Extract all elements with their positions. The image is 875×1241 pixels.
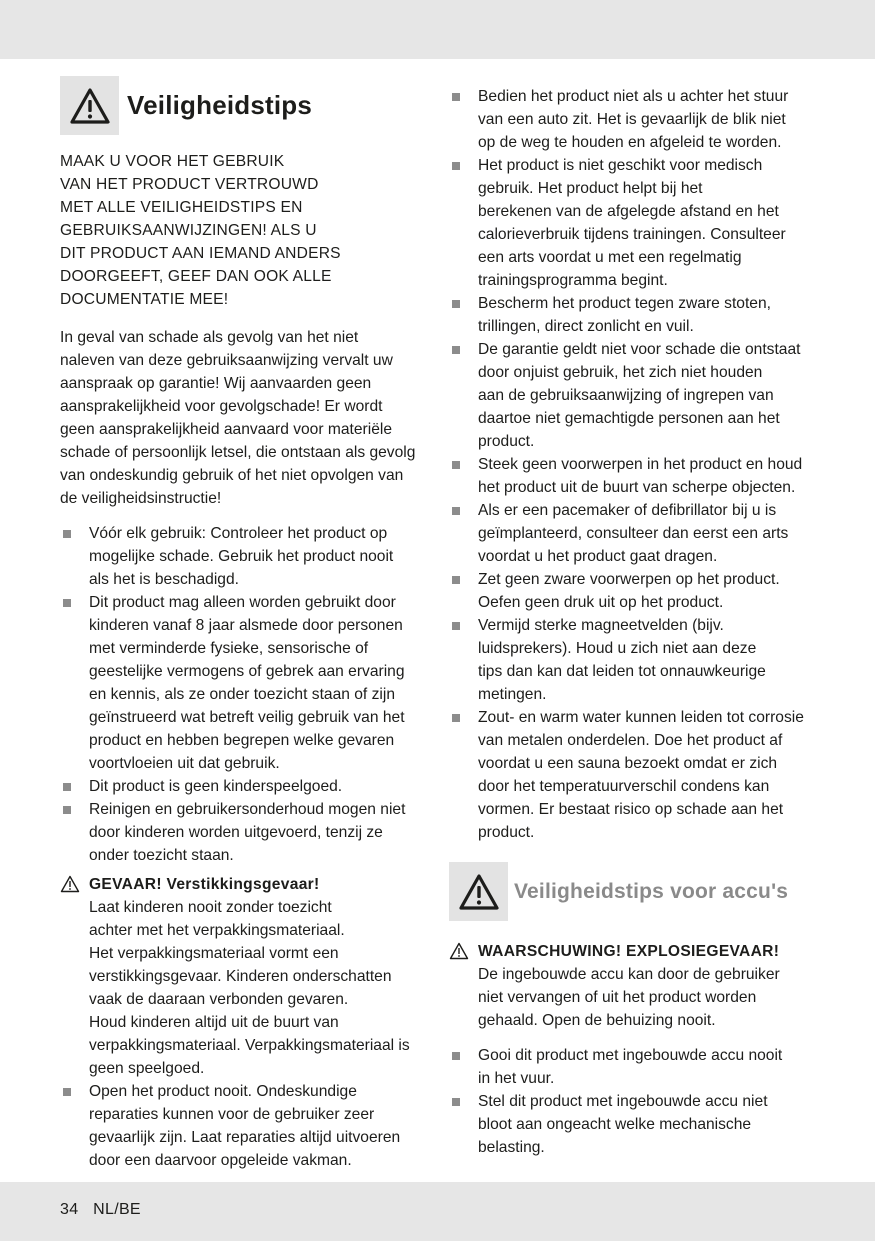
intro-line: aanspraak op garantie! Wij aanvaarden geen xyxy=(60,375,372,392)
list-item xyxy=(60,591,430,775)
list-item-line: daartoe niet gemachtigde personen aan het xyxy=(478,410,780,427)
list-item-line: product. xyxy=(478,433,535,450)
bullet-square-icon xyxy=(452,576,460,584)
list-item-line: reparaties kunnen voor de gebruiker zeer xyxy=(89,1106,375,1123)
list-item-line: Open het product nooit. Ondeskundige xyxy=(89,1083,357,1100)
list-item-line: geïnstrueerd wat betreft veilig gebruik van het xyxy=(89,709,405,726)
page-title: Veiligheidstips xyxy=(127,90,313,120)
caps-line: DOCUMENTATIE MEE! xyxy=(60,291,229,308)
bullet-square-icon xyxy=(63,1088,71,1096)
warning-line: geen speelgoed. xyxy=(89,1060,205,1077)
list-item-line: als het is beschadigd. xyxy=(89,571,239,588)
warning-line: Het verpakkingsmateriaal vormt een xyxy=(89,945,339,962)
list-item-line: met verminderde fysieke, sensorische of xyxy=(89,640,369,657)
bullet-square-icon xyxy=(452,300,460,308)
list-item-line: De garantie geldt niet voor schade die ontstaat xyxy=(478,341,801,358)
list-item-line: geestelijke vermogens of gebrek aan ervaring xyxy=(89,663,405,680)
list-item-line: het product uit de buurt van scherpe objecten. xyxy=(478,479,796,496)
warning-small-icon xyxy=(60,875,80,893)
warning-line: vaak de daaraan verbonden gevaren. xyxy=(89,991,349,1008)
list-item-line: Oefen geen druk uit op het product. xyxy=(478,594,724,611)
list-item-line: luidsprekers). Houd u zich niet aan deze xyxy=(478,640,757,657)
intro-line: naleven van deze gebruiksaanwijzing vervalt uw xyxy=(60,352,393,369)
battery-warning-icon-box xyxy=(449,862,508,921)
bullet-square-icon xyxy=(452,461,460,469)
intro-line: van ondeskundig gebruik of het niet opvolgen van xyxy=(60,467,404,484)
list-item-line: van metalen onderdelen. Doe het product af xyxy=(478,732,783,749)
battery-section-title: Veiligheidstips voor accu's xyxy=(514,879,789,903)
warning-line: gehaald. Open de behuizing nooit. xyxy=(478,1012,716,1029)
list-item-line: Vermijd sterke magneetvelden (bijv. xyxy=(478,617,724,634)
list-item xyxy=(449,1044,819,1090)
bullet-square-icon xyxy=(63,599,71,607)
list-item-line: Dit product is geen kinderspeelgoed. xyxy=(89,778,343,795)
intro-line: de veiligheidsinstructie! xyxy=(60,490,222,507)
list-item-line: door onjuist gebruik, het zich niet houden xyxy=(478,364,763,381)
list-item xyxy=(449,292,819,338)
warning-line: verpakkingsmateriaal. Verpakkingsmateriaal is xyxy=(89,1037,410,1054)
bullet-square-icon xyxy=(452,714,460,722)
list-item-line: door een daarvoor opgeleide vakman. xyxy=(89,1152,352,1169)
list-item-line: Gooi dit product met ingebouwde accu nooit xyxy=(478,1047,783,1064)
list-item-line: aan de gebruiksaanwijzing of ingrepen van xyxy=(478,387,774,404)
list-item xyxy=(449,1090,819,1159)
caps-line: DIT PRODUCT AAN IEMAND ANDERS xyxy=(60,245,341,262)
bullet-square-icon xyxy=(452,346,460,354)
left-bullet-list-2 xyxy=(60,1080,430,1172)
list-item-line: Vóór elk gebruik: Controleer het product op xyxy=(89,525,388,542)
list-item-line: voortvloeien uit dat gebruik. xyxy=(89,755,280,772)
list-item-line: Stel dit product met ingebouwde accu niet xyxy=(478,1093,768,1110)
intro-line: schade of persoonlijk letsel, die ontstaan als gevolg xyxy=(60,444,416,461)
list-item xyxy=(449,154,819,292)
list-item-line: door kinderen worden uitgevoerd, tenzij ze xyxy=(89,824,383,841)
bullet-square-icon xyxy=(63,806,71,814)
list-item-line: bloot aan ongeacht welke mechanische xyxy=(478,1116,752,1133)
bullet-square-icon xyxy=(452,162,460,170)
warning-line: achter met het verpakkingsmateriaal. xyxy=(89,922,345,939)
list-item xyxy=(60,798,430,867)
page-footer xyxy=(60,1201,151,1219)
warning-line: verstikkingsgevaar. Kinderen onderschatten xyxy=(89,968,392,985)
list-item-line: gevaarlijk zijn. Laat reparaties altijd uitvoeren xyxy=(89,1129,401,1146)
list-item-line: op de weg te houden en afgeleid te worden. xyxy=(478,134,782,151)
warning-triangle-icon xyxy=(458,873,500,911)
caps-line: MET ALLE VEILIGHEIDSTIPS EN xyxy=(60,199,303,216)
caps-line: VAN HET PRODUCT VERTROUWD xyxy=(60,176,319,193)
list-item xyxy=(449,706,819,844)
list-item xyxy=(60,775,430,798)
intro-line: geen aansprakelijkheid aanvaard voor materiële xyxy=(60,421,393,438)
warning-small-icon xyxy=(449,942,469,960)
top-band xyxy=(0,0,875,59)
list-item-line: belasting. xyxy=(478,1139,545,1156)
list-item-line: geïmplanteerd, consulteer dan eerst een arts xyxy=(478,525,789,542)
list-item-line: en kennis, als ze onder toezicht staan of zijn xyxy=(89,686,395,703)
list-item xyxy=(449,453,819,499)
warning-body xyxy=(89,896,430,1080)
bullet-square-icon xyxy=(452,622,460,630)
suffocation-warning xyxy=(60,873,430,1080)
bullet-square-icon xyxy=(452,507,460,515)
list-item-line: trillingen, direct zonlicht en vuil. xyxy=(478,318,694,335)
list-item-line: Het product is niet geschikt voor medisch xyxy=(478,157,763,174)
intro-paragraph xyxy=(60,326,430,510)
left-column xyxy=(60,76,430,1172)
caps-line: GEBRUIKSAANWIJZINGEN! ALS U xyxy=(60,222,317,239)
warning-line: Houd kinderen altijd uit de buurt van xyxy=(89,1014,339,1031)
list-item xyxy=(60,1080,430,1172)
bullet-square-icon xyxy=(452,1052,460,1060)
list-item xyxy=(449,568,819,614)
bullet-square-icon xyxy=(63,783,71,791)
intro-line: In geval van schade als gevolg van het niet xyxy=(60,329,359,346)
list-item-line: voordat u een sauna bezoekt omdat er zich xyxy=(478,755,778,772)
list-item-line: metingen. xyxy=(478,686,547,703)
warning-body xyxy=(478,963,819,1032)
warning-line: De ingebouwde accu kan door de gebruiker xyxy=(478,966,780,983)
list-item-line: een arts voordat u met een regelmatig xyxy=(478,249,742,266)
warning-title: WAARSCHUWING! EXPLOSIEGEVAAR! xyxy=(478,943,780,960)
list-item-line: kinderen vanaf 8 jaar alsmede door personen xyxy=(89,617,403,634)
right-column xyxy=(449,73,819,1159)
list-item-line: vormen. Er bestaat risico op schade aan het xyxy=(478,801,784,818)
warning-title: GEVAAR! Verstikkingsgevaar! xyxy=(89,876,320,893)
right-bullet-list xyxy=(449,85,819,844)
list-item-line: mogelijke schade. Gebruik het product nooit xyxy=(89,548,394,565)
list-item-line: berekenen van de afgelegde afstand en het xyxy=(478,203,779,220)
list-item-line: calorieverbruik tijdens trainingen. Consulteer xyxy=(478,226,786,243)
safety-heading xyxy=(60,76,430,135)
intro-line: aansprakelijkheid voor gevolgschade! Er wordt xyxy=(60,398,383,415)
list-item-line: Bescherm het product tegen zware stoten, xyxy=(478,295,771,312)
list-item xyxy=(449,614,819,706)
bullet-square-icon xyxy=(63,530,71,538)
right-bullet-list-2 xyxy=(449,1044,819,1159)
explosion-warning xyxy=(449,940,819,1032)
list-item xyxy=(449,85,819,154)
list-item xyxy=(449,499,819,568)
list-item-line: Bedien het product niet als u achter het stuur xyxy=(478,88,789,105)
list-item xyxy=(449,338,819,453)
warning-triangle-icon xyxy=(69,87,111,125)
list-item xyxy=(60,522,430,591)
list-item-line: voordat u het product gaat dragen. xyxy=(478,548,718,565)
left-bullet-list xyxy=(60,522,430,867)
list-item-line: Reinigen en gebruikersonderhoud mogen niet xyxy=(89,801,406,818)
bullet-square-icon xyxy=(452,93,460,101)
list-item-line: door het temperatuurverschil condens kan xyxy=(478,778,770,795)
list-item-line: tips dan kan dat leiden tot onnauwkeurige xyxy=(478,663,766,680)
caps-line: DOORGEEFT, GEEF DAN OOK ALLE xyxy=(60,268,332,285)
locale-label: NL/BE xyxy=(93,1201,141,1218)
list-item-line: onder toezicht staan. xyxy=(89,847,234,864)
list-item-line: Zout- en warm water kunnen leiden tot corrosie xyxy=(478,709,804,726)
list-item-line: in het vuur. xyxy=(478,1070,555,1087)
caps-notice xyxy=(60,150,430,311)
list-item-line: gebruik. Het product helpt bij het xyxy=(478,180,703,197)
warning-icon-box xyxy=(60,76,119,135)
battery-safety-heading xyxy=(449,862,819,921)
list-item-line: Zet geen zware voorwerpen op het product. xyxy=(478,571,780,588)
list-item-line: product en hebben begrepen welke gevaren xyxy=(89,732,395,749)
warning-line: Laat kinderen nooit zonder toezicht xyxy=(89,899,332,916)
list-item-line: Dit product mag alleen worden gebruikt door xyxy=(89,594,396,611)
page-number: 34 xyxy=(60,1201,79,1218)
list-item-line: Steek geen voorwerpen in het product en houd xyxy=(478,456,803,473)
list-item-line: product. xyxy=(478,824,535,841)
list-item-line: trainingsprogramma begint. xyxy=(478,272,668,289)
bullet-square-icon xyxy=(452,1098,460,1106)
warning-line: niet vervangen of uit het product worden xyxy=(478,989,757,1006)
list-item-line: Als er een pacemaker of defibrillator bij u is xyxy=(478,502,777,519)
list-item-line: van een auto zit. Het is gevaarlijk de blik niet xyxy=(478,111,786,128)
caps-line: MAAK U VOOR HET GEBRUIK xyxy=(60,153,285,170)
